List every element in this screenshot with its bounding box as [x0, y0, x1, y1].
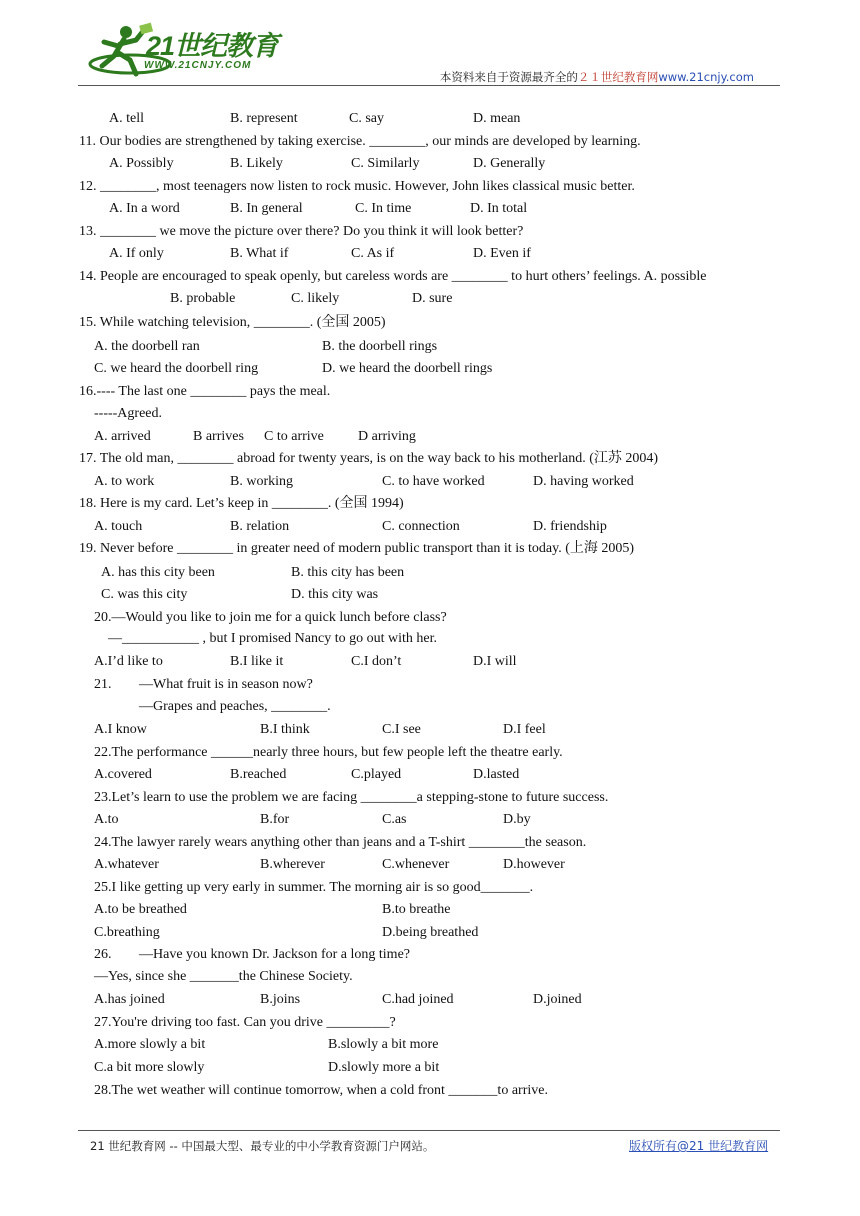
question-line: —Grapes and peaches, ________. — [139, 699, 331, 714]
answer-option: D. having worked — [533, 474, 634, 489]
answer-option: B.reached — [230, 767, 287, 782]
answer-option: A.has joined — [94, 992, 165, 1007]
answer-option: A.whatever — [94, 857, 159, 872]
question-line: 27.You're driving too fast. Can you drive _________? — [94, 1015, 396, 1030]
answer-option: C. Similarly — [351, 156, 420, 171]
answer-option: —What fruit is in season now? — [139, 677, 313, 692]
answer-option: A. touch — [94, 519, 143, 534]
answer-option: A.covered — [94, 767, 152, 782]
answer-option: C.a bit more slowly — [94, 1060, 205, 1075]
question-line: 18. Here is my card. Let’s keep in ________. (全国 1994) — [79, 496, 404, 511]
answer-option: A. tell — [109, 111, 144, 126]
header-tagline — [440, 69, 754, 85]
question-line: 19. Never before ________ in greater need of modern public transport than it is today. (上海 2005) — [79, 541, 635, 556]
answer-option: C.I don’t — [351, 654, 402, 669]
answer-option: B.joins — [260, 992, 301, 1007]
answer-option: A.to — [94, 812, 119, 827]
answer-option: D.however — [503, 857, 565, 872]
answer-option: 21. — [94, 677, 112, 692]
answer-option: A.more slowly a bit — [94, 1037, 206, 1052]
tagline-url[interactable]: www.21cnjy.com — [658, 70, 754, 84]
answer-option: D.I feel — [503, 722, 546, 737]
answer-option: D.by — [503, 812, 531, 827]
answer-option: C.played — [351, 767, 402, 782]
answer-option: A.I know — [94, 722, 147, 737]
answer-option: C. say — [349, 111, 384, 126]
answer-option: C.had joined — [382, 992, 454, 1007]
answer-option: D. mean — [473, 111, 521, 126]
question-line: 28.The wet weather will continue tomorrow, when a cold front _______to arrive. — [94, 1083, 548, 1098]
answer-option: B. working — [230, 474, 293, 489]
answer-option: A.I’d like to — [94, 654, 163, 669]
answer-option: C. we heard the doorbell ring — [94, 361, 259, 376]
question-line: 24.The lawyer rarely wears anything other than jeans and a T-shirt ________the season. — [94, 835, 587, 850]
answer-option: C. to have worked — [382, 474, 485, 489]
answer-option: B.I like it — [230, 654, 284, 669]
question-line: 13. ________ we move the picture over there? Do you think it will look better? — [79, 224, 524, 239]
question-line: —Yes, since she _______the Chinese Society. — [94, 969, 353, 984]
answer-option: B. What if — [230, 246, 289, 261]
answer-option: C.whenever — [382, 857, 450, 872]
answer-option: C.breathing — [94, 925, 160, 940]
question-line: 20.—Would you like to join me for a quick lunch before class? — [94, 610, 447, 625]
logo-text: 21世纪教育 — [146, 31, 279, 61]
tagline-prefix: 本资料来自于资源最齐全的 — [439, 70, 578, 84]
question-line: -----Agreed. — [94, 406, 163, 421]
answer-option: D.slowly more a bit — [328, 1060, 440, 1075]
answer-option: C to arrive — [264, 429, 324, 444]
question-line: 22.The performance ______nearly three hours, but few people left the theatre early. — [94, 745, 563, 760]
answer-option: B arrives — [193, 429, 244, 444]
answer-option: C.I see — [382, 722, 421, 737]
header-divider — [78, 85, 780, 86]
answer-option: C. was this city — [101, 587, 188, 602]
answer-option: D.joined — [533, 992, 582, 1007]
answer-option: A. Possibly — [109, 156, 174, 171]
answer-option: D. Generally — [473, 156, 546, 171]
answer-option: C. connection — [382, 519, 460, 534]
answer-option: D. Even if — [473, 246, 531, 261]
answer-option: A. arrived — [94, 429, 151, 444]
page-header — [78, 18, 780, 86]
answer-option: D. we heard the doorbell rings — [322, 361, 493, 376]
answer-option: A. has this city been — [101, 565, 215, 580]
answer-option: D.I will — [473, 654, 517, 669]
answer-option: C. In time — [355, 201, 412, 216]
question-line: 23.Let’s learn to use the problem we are facing ________a stepping-stone to future success. — [94, 790, 609, 805]
question-line: 16.---- The last one ________ pays the meal. — [79, 384, 331, 399]
logo-url: WWW.21CNJY.COM — [144, 60, 252, 71]
answer-option: D. friendship — [533, 519, 607, 534]
answer-option: D arriving — [358, 429, 416, 444]
answer-option: B.to breathe — [382, 902, 451, 917]
answer-option: B. In general — [230, 201, 303, 216]
footer-text: 21 世纪教育网 -- 中国最大型、最专业的中小学教育资源门户网站。 — [90, 1139, 435, 1153]
answer-option: A. the doorbell ran — [94, 339, 200, 354]
answer-option: D.being breathed — [382, 925, 479, 940]
answer-option: D. sure — [412, 291, 453, 306]
answer-option: D. In total — [470, 201, 528, 216]
answer-option: B. relation — [230, 519, 290, 534]
answer-option: B. the doorbell rings — [322, 339, 438, 354]
answer-option: A.to be breathed — [94, 902, 187, 917]
answer-option: C. As if — [351, 246, 395, 261]
question-line: 11. Our bodies are strengthened by taking exercise. ________, our minds are developed by learning. — [79, 134, 641, 149]
answer-option: B. represent — [230, 111, 298, 126]
answer-option: A. If only — [109, 246, 164, 261]
answer-option: —Have you known Dr. Jackson for a long time? — [139, 947, 410, 962]
question-line: 25.I like getting up very early in summer. The morning air is so good_______. — [94, 880, 534, 895]
answer-option: B. this city has been — [291, 565, 405, 580]
answer-option: C.as — [382, 812, 407, 827]
answer-option: A. In a word — [109, 201, 180, 216]
answer-option: D. this city was — [291, 587, 379, 602]
answer-option: B.slowly a bit more — [328, 1037, 439, 1052]
question-line: 14. People are encouraged to speak openly, but careless words are ________ to hurt others’ feelings. A. possible — [79, 269, 707, 284]
question-line: —___________ , but I promised Nancy to go out with her. — [108, 631, 437, 646]
answer-option: B.I think — [260, 722, 310, 737]
question-line: 17. The old man, ________ abroad for twenty years, is on the way back to his motherland. (江苏 2004) — [79, 451, 659, 466]
answer-option: B. probable — [170, 291, 236, 306]
question-line: 12. ________, most teenagers now listen to rock music. However, John likes classical music better. — [79, 179, 635, 194]
answer-option: B.wherever — [260, 857, 325, 872]
answer-option: 26. — [94, 947, 112, 962]
footer-divider — [78, 1130, 780, 1131]
answer-option: C. likely — [291, 291, 340, 306]
tagline-site-name: ２１世纪教育网 — [577, 70, 659, 84]
answer-option: D.lasted — [473, 767, 520, 782]
answer-option: B.for — [260, 812, 290, 827]
answer-option: B. Likely — [230, 156, 283, 171]
footer-copyright-link[interactable]: 版权所有@21 世纪教育网 — [629, 1139, 769, 1153]
answer-option: A. to work — [94, 474, 155, 489]
question-line: 15. While watching television, ________. (全国 2005) — [79, 315, 386, 330]
